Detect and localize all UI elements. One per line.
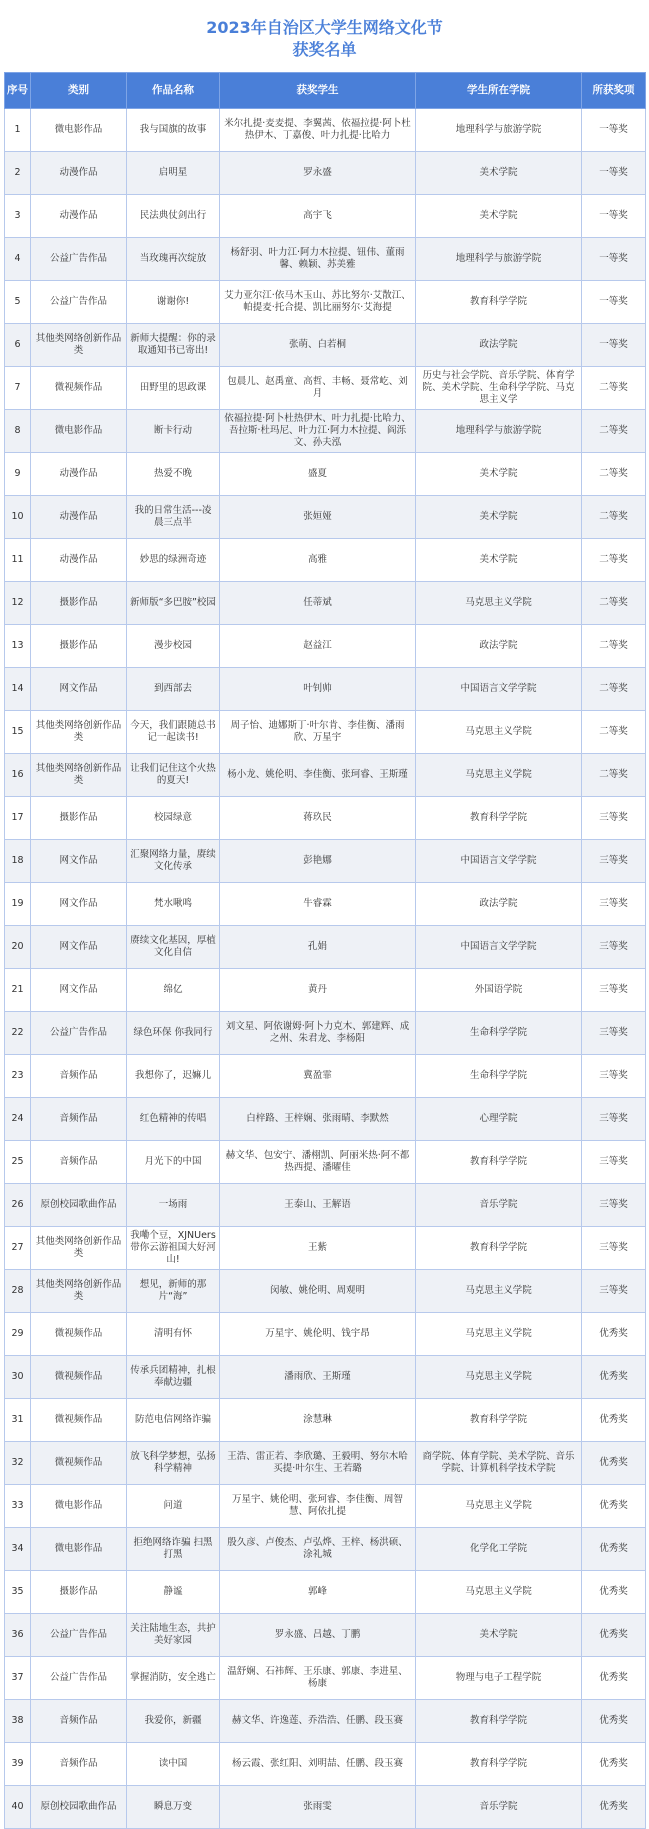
cell-category: 网文作品 <box>31 969 127 1012</box>
cell-work-name: 月光下的中国 <box>127 1141 220 1184</box>
table-row <box>5 1227 646 1270</box>
cell-students: 潘雨欣、王斯瑾 <box>220 1356 416 1399</box>
table-row <box>5 1012 646 1055</box>
table-row <box>5 1485 646 1528</box>
table-header <box>5 73 646 109</box>
cell-number: 34 <box>5 1528 31 1571</box>
cell-number: 7 <box>5 367 31 410</box>
cell-number: 2 <box>5 152 31 195</box>
table-row <box>5 1313 646 1356</box>
cell-number: 40 <box>5 1786 31 1829</box>
cell-work-name: 拒绝网络诈骗 扫黑打黑 <box>127 1528 220 1571</box>
cell-students: 艾力亚尔江·依马木玉山、苏比努尔·艾散江、帕提麦·托合提、凯比丽努尔·艾海提 <box>220 281 416 324</box>
cell-work-name: 汇聚网络力量，赓续文化传承 <box>127 840 220 883</box>
cell-prize: 三等奖 <box>582 926 646 969</box>
cell-college: 音乐学院 <box>416 1184 582 1227</box>
table-row <box>5 453 646 496</box>
header-prize: 所获奖项 <box>582 73 646 109</box>
cell-category: 原创校园歌曲作品 <box>31 1184 127 1227</box>
cell-students: 殷久彦、卢俊杰、卢弘烨、王梓、杨洪硕、涂礼城 <box>220 1528 416 1571</box>
table-row <box>5 969 646 1012</box>
cell-number: 24 <box>5 1098 31 1141</box>
cell-category: 微视频作品 <box>31 1399 127 1442</box>
cell-work-name: 热爱不晚 <box>127 453 220 496</box>
cell-prize: 三等奖 <box>582 1098 646 1141</box>
table-row <box>5 1786 646 1829</box>
cell-work-name: 漫步校园 <box>127 625 220 668</box>
cell-prize: 三等奖 <box>582 840 646 883</box>
cell-category: 音频作品 <box>31 1141 127 1184</box>
cell-students: 依福拉提·阿卜杜热伊木、叶力扎提·比哈力、吾拉斯·杜玛尼、叶力江·阿力木拉提、阎泺文、孙夫泓 <box>220 410 416 453</box>
award-table <box>4 72 646 1829</box>
cell-number: 27 <box>5 1227 31 1270</box>
cell-number: 35 <box>5 1571 31 1614</box>
cell-prize: 一等奖 <box>582 152 646 195</box>
cell-category: 微电影作品 <box>31 1485 127 1528</box>
cell-college: 心理学院 <box>416 1098 582 1141</box>
cell-college: 美术学院 <box>416 496 582 539</box>
cell-category: 公益广告作品 <box>31 1614 127 1657</box>
cell-work-name: 想见，新师的那片“海” <box>127 1270 220 1313</box>
cell-prize: 二等奖 <box>582 711 646 754</box>
cell-number: 18 <box>5 840 31 883</box>
table-row <box>5 840 646 883</box>
cell-work-name: 启明星 <box>127 152 220 195</box>
cell-work-name: 瞬息万变 <box>127 1786 220 1829</box>
cell-work-name: 读中国 <box>127 1743 220 1786</box>
cell-college: 马克思主义学院 <box>416 711 582 754</box>
cell-work-name: 梵水啾鸣 <box>127 883 220 926</box>
cell-work-name: 一场雨 <box>127 1184 220 1227</box>
cell-work-name: 绿色环保 你我同行 <box>127 1012 220 1055</box>
cell-work-name: 当玫瑰再次绽放 <box>127 238 220 281</box>
cell-prize: 二等奖 <box>582 625 646 668</box>
cell-number: 36 <box>5 1614 31 1657</box>
cell-college: 教育科学学院 <box>416 281 582 324</box>
cell-students: 米尔扎提·麦麦提、李翼茜、依福拉提·阿卜杜热伊木、丁嘉俊、叶力扎提·比哈力 <box>220 109 416 152</box>
cell-category: 其他类网络创新作品类 <box>31 711 127 754</box>
table-row <box>5 668 646 711</box>
table-row <box>5 1270 646 1313</box>
cell-prize: 优秀奖 <box>582 1571 646 1614</box>
cell-students: 罗永盛、吕越、丁鹏 <box>220 1614 416 1657</box>
table-row <box>5 754 646 797</box>
cell-college: 商学院、体育学院、美术学院、音乐学院、计算机科学技术学院 <box>416 1442 582 1485</box>
cell-number: 13 <box>5 625 31 668</box>
cell-work-name: 我与国旗的故事 <box>127 109 220 152</box>
cell-category: 微视频作品 <box>31 367 127 410</box>
cell-students: 罗永盛 <box>220 152 416 195</box>
cell-students: 王紫 <box>220 1227 416 1270</box>
cell-prize: 三等奖 <box>582 1012 646 1055</box>
cell-number: 16 <box>5 754 31 797</box>
cell-category: 公益广告作品 <box>31 281 127 324</box>
cell-students: 万星宇、姚伦明、张珂睿、李佳衡、周智慧、阿依扎提 <box>220 1485 416 1528</box>
header-category: 类别 <box>31 73 127 109</box>
cell-prize: 三等奖 <box>582 1227 646 1270</box>
cell-category: 微视频作品 <box>31 1313 127 1356</box>
cell-students: 张姮娅 <box>220 496 416 539</box>
cell-work-name: 今天，我们跟随总书记一起读书! <box>127 711 220 754</box>
cell-students: 包晨儿、赵禹童、高哲、丰畅、聂常屹、刘月 <box>220 367 416 410</box>
table-row <box>5 1141 646 1184</box>
cell-college: 马克思主义学院 <box>416 1313 582 1356</box>
cell-category: 微视频作品 <box>31 1442 127 1485</box>
cell-college: 化学化工学院 <box>416 1528 582 1571</box>
table-row <box>5 1528 646 1571</box>
cell-prize: 三等奖 <box>582 1141 646 1184</box>
cell-prize: 三等奖 <box>582 883 646 926</box>
table-row <box>5 496 646 539</box>
cell-number: 14 <box>5 668 31 711</box>
cell-work-name: 静谧 <box>127 1571 220 1614</box>
header-students: 获奖学生 <box>220 73 416 109</box>
cell-college: 中国语言文学学院 <box>416 840 582 883</box>
header-college: 学生所在学院 <box>416 73 582 109</box>
cell-number: 39 <box>5 1743 31 1786</box>
cell-prize: 二等奖 <box>582 539 646 582</box>
table-row <box>5 1700 646 1743</box>
table-row <box>5 1657 646 1700</box>
cell-category: 动漫作品 <box>31 453 127 496</box>
cell-number: 6 <box>5 324 31 367</box>
cell-category: 网文作品 <box>31 926 127 969</box>
table-row <box>5 625 646 668</box>
cell-prize: 一等奖 <box>582 238 646 281</box>
cell-work-name: 传承兵团精神，扎根奉献边疆 <box>127 1356 220 1399</box>
cell-category: 摄影作品 <box>31 625 127 668</box>
cell-work-name: 让我们记住这个火热的夏天! <box>127 754 220 797</box>
cell-number: 12 <box>5 582 31 625</box>
table-row <box>5 1614 646 1657</box>
cell-category: 其他类网络创新作品类 <box>31 754 127 797</box>
cell-number: 22 <box>5 1012 31 1055</box>
cell-students: 孔娟 <box>220 926 416 969</box>
cell-prize: 二等奖 <box>582 754 646 797</box>
cell-college: 中国语言文学学院 <box>416 926 582 969</box>
page-title: 2023年自治区大学生网络文化节 <box>206 18 443 37</box>
table-row <box>5 1055 646 1098</box>
cell-prize: 三等奖 <box>582 1055 646 1098</box>
header-work-name: 作品名称 <box>127 73 220 109</box>
cell-college: 地理科学与旅游学院 <box>416 410 582 453</box>
cell-college: 政法学院 <box>416 625 582 668</box>
cell-college: 教育科学学院 <box>416 1399 582 1442</box>
cell-category: 微电影作品 <box>31 410 127 453</box>
cell-prize: 优秀奖 <box>582 1399 646 1442</box>
cell-number: 5 <box>5 281 31 324</box>
cell-work-name: 我的日常生活---凌晨三点半 <box>127 496 220 539</box>
cell-students: 赵益江 <box>220 625 416 668</box>
cell-category: 其他类网络创新作品类 <box>31 1227 127 1270</box>
cell-work-name: 新师大提醒：你的录取通知书已寄出! <box>127 324 220 367</box>
cell-students: 黄丹 <box>220 969 416 1012</box>
table-row <box>5 539 646 582</box>
cell-students: 刘文星、阿依谢姆·阿卜力克木、郭建辉、成之州、朱君龙、李杨阳 <box>220 1012 416 1055</box>
cell-number: 3 <box>5 195 31 238</box>
cell-category: 动漫作品 <box>31 496 127 539</box>
cell-work-name: 问道 <box>127 1485 220 1528</box>
cell-work-name: 关注陆地生态，共护美好家园 <box>127 1614 220 1657</box>
cell-work-name: 校园绿意 <box>127 797 220 840</box>
cell-category: 音频作品 <box>31 1743 127 1786</box>
cell-category: 动漫作品 <box>31 195 127 238</box>
cell-prize: 三等奖 <box>582 797 646 840</box>
header-number: 序号 <box>5 73 31 109</box>
cell-students: 王浩、雷正若、李欣璐、王毅明、努尔木哈买提·叶尔生、王若璐 <box>220 1442 416 1485</box>
cell-category: 网文作品 <box>31 840 127 883</box>
cell-students: 蒋玖民 <box>220 797 416 840</box>
cell-work-name: 我嘞个豆，XJNUers带你云游祖国大好河山! <box>127 1227 220 1270</box>
cell-work-name: 到西部去 <box>127 668 220 711</box>
cell-college: 教育科学学院 <box>416 1227 582 1270</box>
page-subtitle: 获奖名单 <box>292 40 357 59</box>
title-block <box>4 6 645 72</box>
cell-category: 其他类网络创新作品类 <box>31 1270 127 1313</box>
cell-college: 马克思主义学院 <box>416 1571 582 1614</box>
cell-prize: 三等奖 <box>582 969 646 1012</box>
cell-number: 23 <box>5 1055 31 1098</box>
cell-students: 任蒂斌 <box>220 582 416 625</box>
table-row <box>5 410 646 453</box>
cell-category: 微视频作品 <box>31 1356 127 1399</box>
cell-college: 教育科学学院 <box>416 1700 582 1743</box>
cell-category: 网文作品 <box>31 668 127 711</box>
cell-students: 叶钊帅 <box>220 668 416 711</box>
cell-number: 37 <box>5 1657 31 1700</box>
table-row <box>5 1356 646 1399</box>
cell-students: 赫文华、许逸莲、乔浩浩、任鹏、段玉赛 <box>220 1700 416 1743</box>
cell-category: 摄影作品 <box>31 1571 127 1614</box>
cell-prize: 优秀奖 <box>582 1528 646 1571</box>
cell-work-name: 田野里的思政课 <box>127 367 220 410</box>
table-row <box>5 195 646 238</box>
cell-work-name: 谢谢你! <box>127 281 220 324</box>
cell-work-name: 清明有怀 <box>127 1313 220 1356</box>
cell-prize: 优秀奖 <box>582 1786 646 1829</box>
cell-students: 周子怡、迪娜斯丁·叶尔肯、李佳衡、潘雨欣、万星宇 <box>220 711 416 754</box>
table-row <box>5 797 646 840</box>
cell-college: 教育科学学院 <box>416 797 582 840</box>
cell-college: 马克思主义学院 <box>416 582 582 625</box>
cell-college: 教育科学学院 <box>416 1743 582 1786</box>
cell-number: 1 <box>5 109 31 152</box>
cell-college: 外国语学院 <box>416 969 582 1012</box>
cell-category: 公益广告作品 <box>31 1012 127 1055</box>
cell-prize: 二等奖 <box>582 668 646 711</box>
cell-college: 教育科学学院 <box>416 1141 582 1184</box>
cell-prize: 一等奖 <box>582 109 646 152</box>
cell-prize: 优秀奖 <box>582 1700 646 1743</box>
table-row <box>5 324 646 367</box>
cell-prize: 二等奖 <box>582 453 646 496</box>
cell-college: 政法学院 <box>416 883 582 926</box>
cell-work-name: 赓续文化基因，厚植文化自信 <box>127 926 220 969</box>
cell-category: 摄影作品 <box>31 797 127 840</box>
cell-college: 美术学院 <box>416 1614 582 1657</box>
cell-number: 21 <box>5 969 31 1012</box>
cell-category: 微电影作品 <box>31 1528 127 1571</box>
cell-prize: 优秀奖 <box>582 1657 646 1700</box>
cell-prize: 优秀奖 <box>582 1614 646 1657</box>
cell-category: 公益广告作品 <box>31 238 127 281</box>
cell-number: 31 <box>5 1399 31 1442</box>
cell-category: 动漫作品 <box>31 152 127 195</box>
table-row <box>5 281 646 324</box>
cell-prize: 优秀奖 <box>582 1743 646 1786</box>
cell-college: 美术学院 <box>416 152 582 195</box>
cell-prize: 二等奖 <box>582 367 646 410</box>
cell-prize: 二等奖 <box>582 582 646 625</box>
cell-students: 万星宇、姚伦明、钱宇昂 <box>220 1313 416 1356</box>
table-row <box>5 238 646 281</box>
cell-students: 闵敏、姚伦明、周观明 <box>220 1270 416 1313</box>
cell-college: 政法学院 <box>416 324 582 367</box>
cell-college: 地理科学与旅游学院 <box>416 238 582 281</box>
cell-work-name: 新师版“多巴胺”校园 <box>127 582 220 625</box>
cell-category: 微电影作品 <box>31 109 127 152</box>
cell-college: 马克思主义学院 <box>416 754 582 797</box>
cell-work-name: 放飞科学梦想，弘扬科学精神 <box>127 1442 220 1485</box>
table-row <box>5 1743 646 1786</box>
cell-work-name: 我爱你，新疆 <box>127 1700 220 1743</box>
cell-students: 王泰山、王解语 <box>220 1184 416 1227</box>
cell-work-name: 掌握消防，安全逃亡 <box>127 1657 220 1700</box>
cell-prize: 一等奖 <box>582 195 646 238</box>
cell-work-name: 防范电信网络诈骗 <box>127 1399 220 1442</box>
table-row <box>5 883 646 926</box>
cell-students: 杨舒羽、叶力江·阿力木拉提、钮伟、董雨馨、赖颖、苏美雅 <box>220 238 416 281</box>
table-body <box>5 109 646 1829</box>
cell-college: 美术学院 <box>416 539 582 582</box>
cell-college: 马克思主义学院 <box>416 1356 582 1399</box>
cell-number: 32 <box>5 1442 31 1485</box>
cell-students: 张雨雯 <box>220 1786 416 1829</box>
cell-work-name: 断卡行动 <box>127 410 220 453</box>
cell-number: 20 <box>5 926 31 969</box>
cell-students: 高宇飞 <box>220 195 416 238</box>
cell-college: 马克思主义学院 <box>416 1270 582 1313</box>
cell-prize: 三等奖 <box>582 1184 646 1227</box>
cell-category: 音频作品 <box>31 1055 127 1098</box>
cell-prize: 一等奖 <box>582 324 646 367</box>
cell-students: 赫文华、包安宁、潘栩凯、阿丽米热·阿不都热西提、潘曜佳 <box>220 1141 416 1184</box>
cell-number: 29 <box>5 1313 31 1356</box>
cell-college: 美术学院 <box>416 195 582 238</box>
table-row <box>5 1184 646 1227</box>
cell-college: 音乐学院 <box>416 1786 582 1829</box>
cell-number: 8 <box>5 410 31 453</box>
table-row <box>5 1571 646 1614</box>
cell-number: 28 <box>5 1270 31 1313</box>
cell-students: 杨小龙、姚伦明、李佳衡、张珂睿、王斯瑾 <box>220 754 416 797</box>
cell-category: 公益广告作品 <box>31 1657 127 1700</box>
cell-college: 历史与社会学院、音乐学院、体育学院、美术学院、生命科学学院、马克思主义学 <box>416 367 582 410</box>
cell-number: 30 <box>5 1356 31 1399</box>
cell-number: 17 <box>5 797 31 840</box>
cell-category: 音频作品 <box>31 1700 127 1743</box>
cell-category: 动漫作品 <box>31 539 127 582</box>
cell-prize: 优秀奖 <box>582 1313 646 1356</box>
cell-college: 生命科学学院 <box>416 1012 582 1055</box>
cell-category: 原创校园歌曲作品 <box>31 1786 127 1829</box>
cell-number: 19 <box>5 883 31 926</box>
cell-number: 38 <box>5 1700 31 1743</box>
cell-prize: 二等奖 <box>582 410 646 453</box>
cell-prize: 优秀奖 <box>582 1485 646 1528</box>
cell-students: 郭峰 <box>220 1571 416 1614</box>
cell-college: 美术学院 <box>416 453 582 496</box>
table-row <box>5 152 646 195</box>
table-row <box>5 711 646 754</box>
cell-college: 地理科学与旅游学院 <box>416 109 582 152</box>
cell-students: 牛睿霖 <box>220 883 416 926</box>
table-row <box>5 582 646 625</box>
cell-number: 15 <box>5 711 31 754</box>
cell-students: 冀盈霏 <box>220 1055 416 1098</box>
cell-students: 涂慧琳 <box>220 1399 416 1442</box>
cell-prize: 二等奖 <box>582 496 646 539</box>
cell-number: 11 <box>5 539 31 582</box>
cell-college: 中国语言文学学院 <box>416 668 582 711</box>
cell-work-name: 我想你了，迟嫲儿 <box>127 1055 220 1098</box>
table-row <box>5 1399 646 1442</box>
cell-prize: 三等奖 <box>582 1270 646 1313</box>
cell-students: 温舒娴、石祎辉、王乐康、郭康、李进星、杨康 <box>220 1657 416 1700</box>
cell-students: 杨云霞、张红阳、刘明喆、任鹏、段玉赛 <box>220 1743 416 1786</box>
cell-number: 10 <box>5 496 31 539</box>
cell-students: 白梓路、王梓娴、张雨晴、李默然 <box>220 1098 416 1141</box>
cell-work-name: 妙思的绿洲奇迹 <box>127 539 220 582</box>
cell-prize: 优秀奖 <box>582 1442 646 1485</box>
cell-number: 4 <box>5 238 31 281</box>
cell-number: 26 <box>5 1184 31 1227</box>
cell-work-name: 民法典仗剑出行 <box>127 195 220 238</box>
cell-prize: 一等奖 <box>582 281 646 324</box>
cell-number: 33 <box>5 1485 31 1528</box>
table-row <box>5 367 646 410</box>
table-row <box>5 1442 646 1485</box>
cell-college: 马克思主义学院 <box>416 1485 582 1528</box>
cell-category: 音频作品 <box>31 1098 127 1141</box>
cell-students: 盛夏 <box>220 453 416 496</box>
table-row <box>5 109 646 152</box>
cell-students: 张萌、白若桐 <box>220 324 416 367</box>
cell-category: 网文作品 <box>31 883 127 926</box>
table-row <box>5 926 646 969</box>
cell-category: 其他类网络创新作品类 <box>31 324 127 367</box>
cell-students: 彭艳娜 <box>220 840 416 883</box>
cell-work-name: 红色精神的传唱 <box>127 1098 220 1141</box>
cell-college: 生命科学学院 <box>416 1055 582 1098</box>
cell-number: 9 <box>5 453 31 496</box>
header-row <box>5 73 646 109</box>
cell-students: 高雅 <box>220 539 416 582</box>
cell-number: 25 <box>5 1141 31 1184</box>
table-row <box>5 1098 646 1141</box>
cell-category: 摄影作品 <box>31 582 127 625</box>
cell-prize: 优秀奖 <box>582 1356 646 1399</box>
cell-work-name: 绵亿 <box>127 969 220 1012</box>
cell-college: 物理与电子工程学院 <box>416 1657 582 1700</box>
